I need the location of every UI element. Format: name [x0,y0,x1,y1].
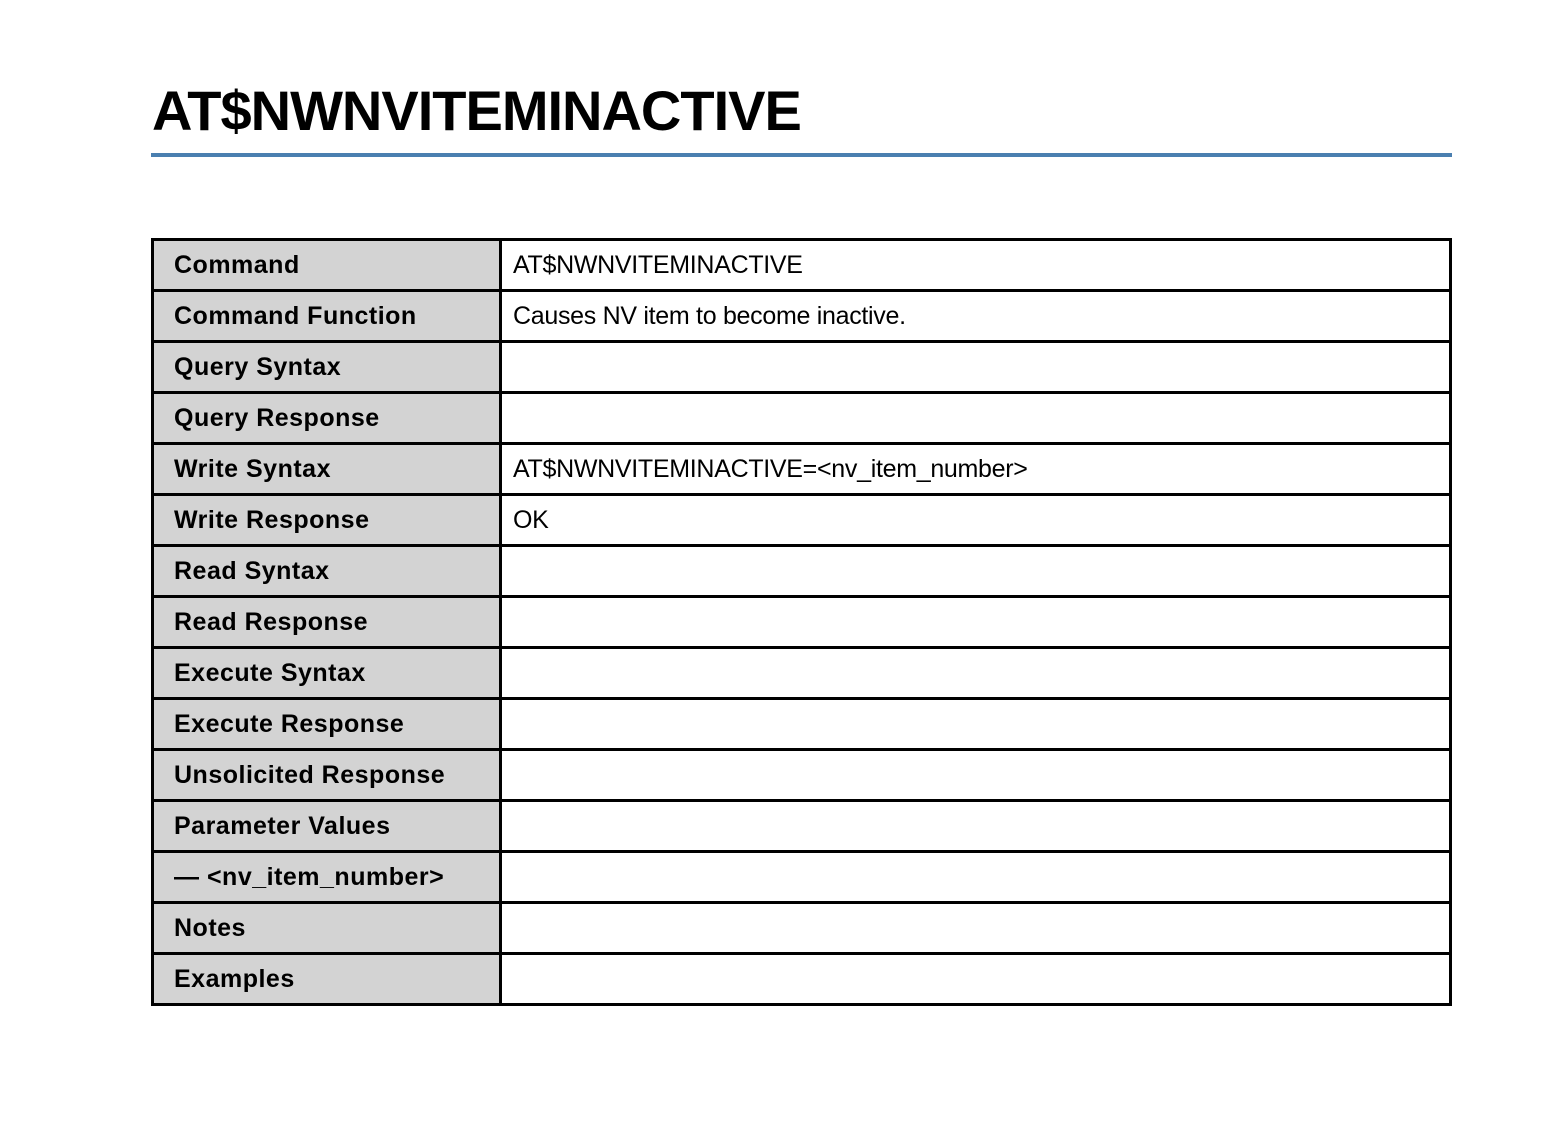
command-spec-table [151,238,1452,1006]
row-value [501,750,1451,801]
table-row-execute-response [153,699,1451,750]
row-value [501,597,1451,648]
row-value [501,393,1451,444]
table-row-read-response [153,597,1451,648]
row-label: Write Response [153,495,501,546]
table-row-unsolicited-response [153,750,1451,801]
table-row-read-syntax [153,546,1451,597]
row-label: Query Syntax [153,342,501,393]
table-row-write-response [153,495,1451,546]
row-value [501,546,1451,597]
table-row-query-syntax [153,342,1451,393]
row-value: OK [501,495,1451,546]
row-label: Write Syntax [153,444,501,495]
row-label: Execute Response [153,699,501,750]
table-row-nv-item-number [153,852,1451,903]
table-row-examples [153,954,1451,1005]
row-value: Causes NV item to become inactive. [501,291,1451,342]
row-label: Command [153,240,501,291]
row-value [501,342,1451,393]
page-title: AT$NWNVITEMINACTIVE [152,79,801,142]
row-value [501,954,1451,1005]
row-value [501,852,1451,903]
row-value [501,699,1451,750]
row-label: Read Response [153,597,501,648]
table-row-command-function [153,291,1451,342]
row-label: — <nv_item_number> [153,852,501,903]
row-label: Examples [153,954,501,1005]
title-underline [151,153,1452,157]
row-value [501,801,1451,852]
table-row-write-syntax [153,444,1451,495]
row-label: Unsolicited Response [153,750,501,801]
table-row-command [153,240,1451,291]
table-row-query-response [153,393,1451,444]
table-row-parameter-values [153,801,1451,852]
row-value [501,903,1451,954]
row-label: Parameter Values [153,801,501,852]
row-value: AT$NWNVITEMINACTIVE=<nv_item_number> [501,444,1451,495]
row-label: Read Syntax [153,546,501,597]
table-row-notes [153,903,1451,954]
table-row-execute-syntax [153,648,1451,699]
row-label: Command Function [153,291,501,342]
row-value: AT$NWNVITEMINACTIVE [501,240,1451,291]
row-label: Notes [153,903,501,954]
row-label: Execute Syntax [153,648,501,699]
row-value [501,648,1451,699]
row-label: Query Response [153,393,501,444]
